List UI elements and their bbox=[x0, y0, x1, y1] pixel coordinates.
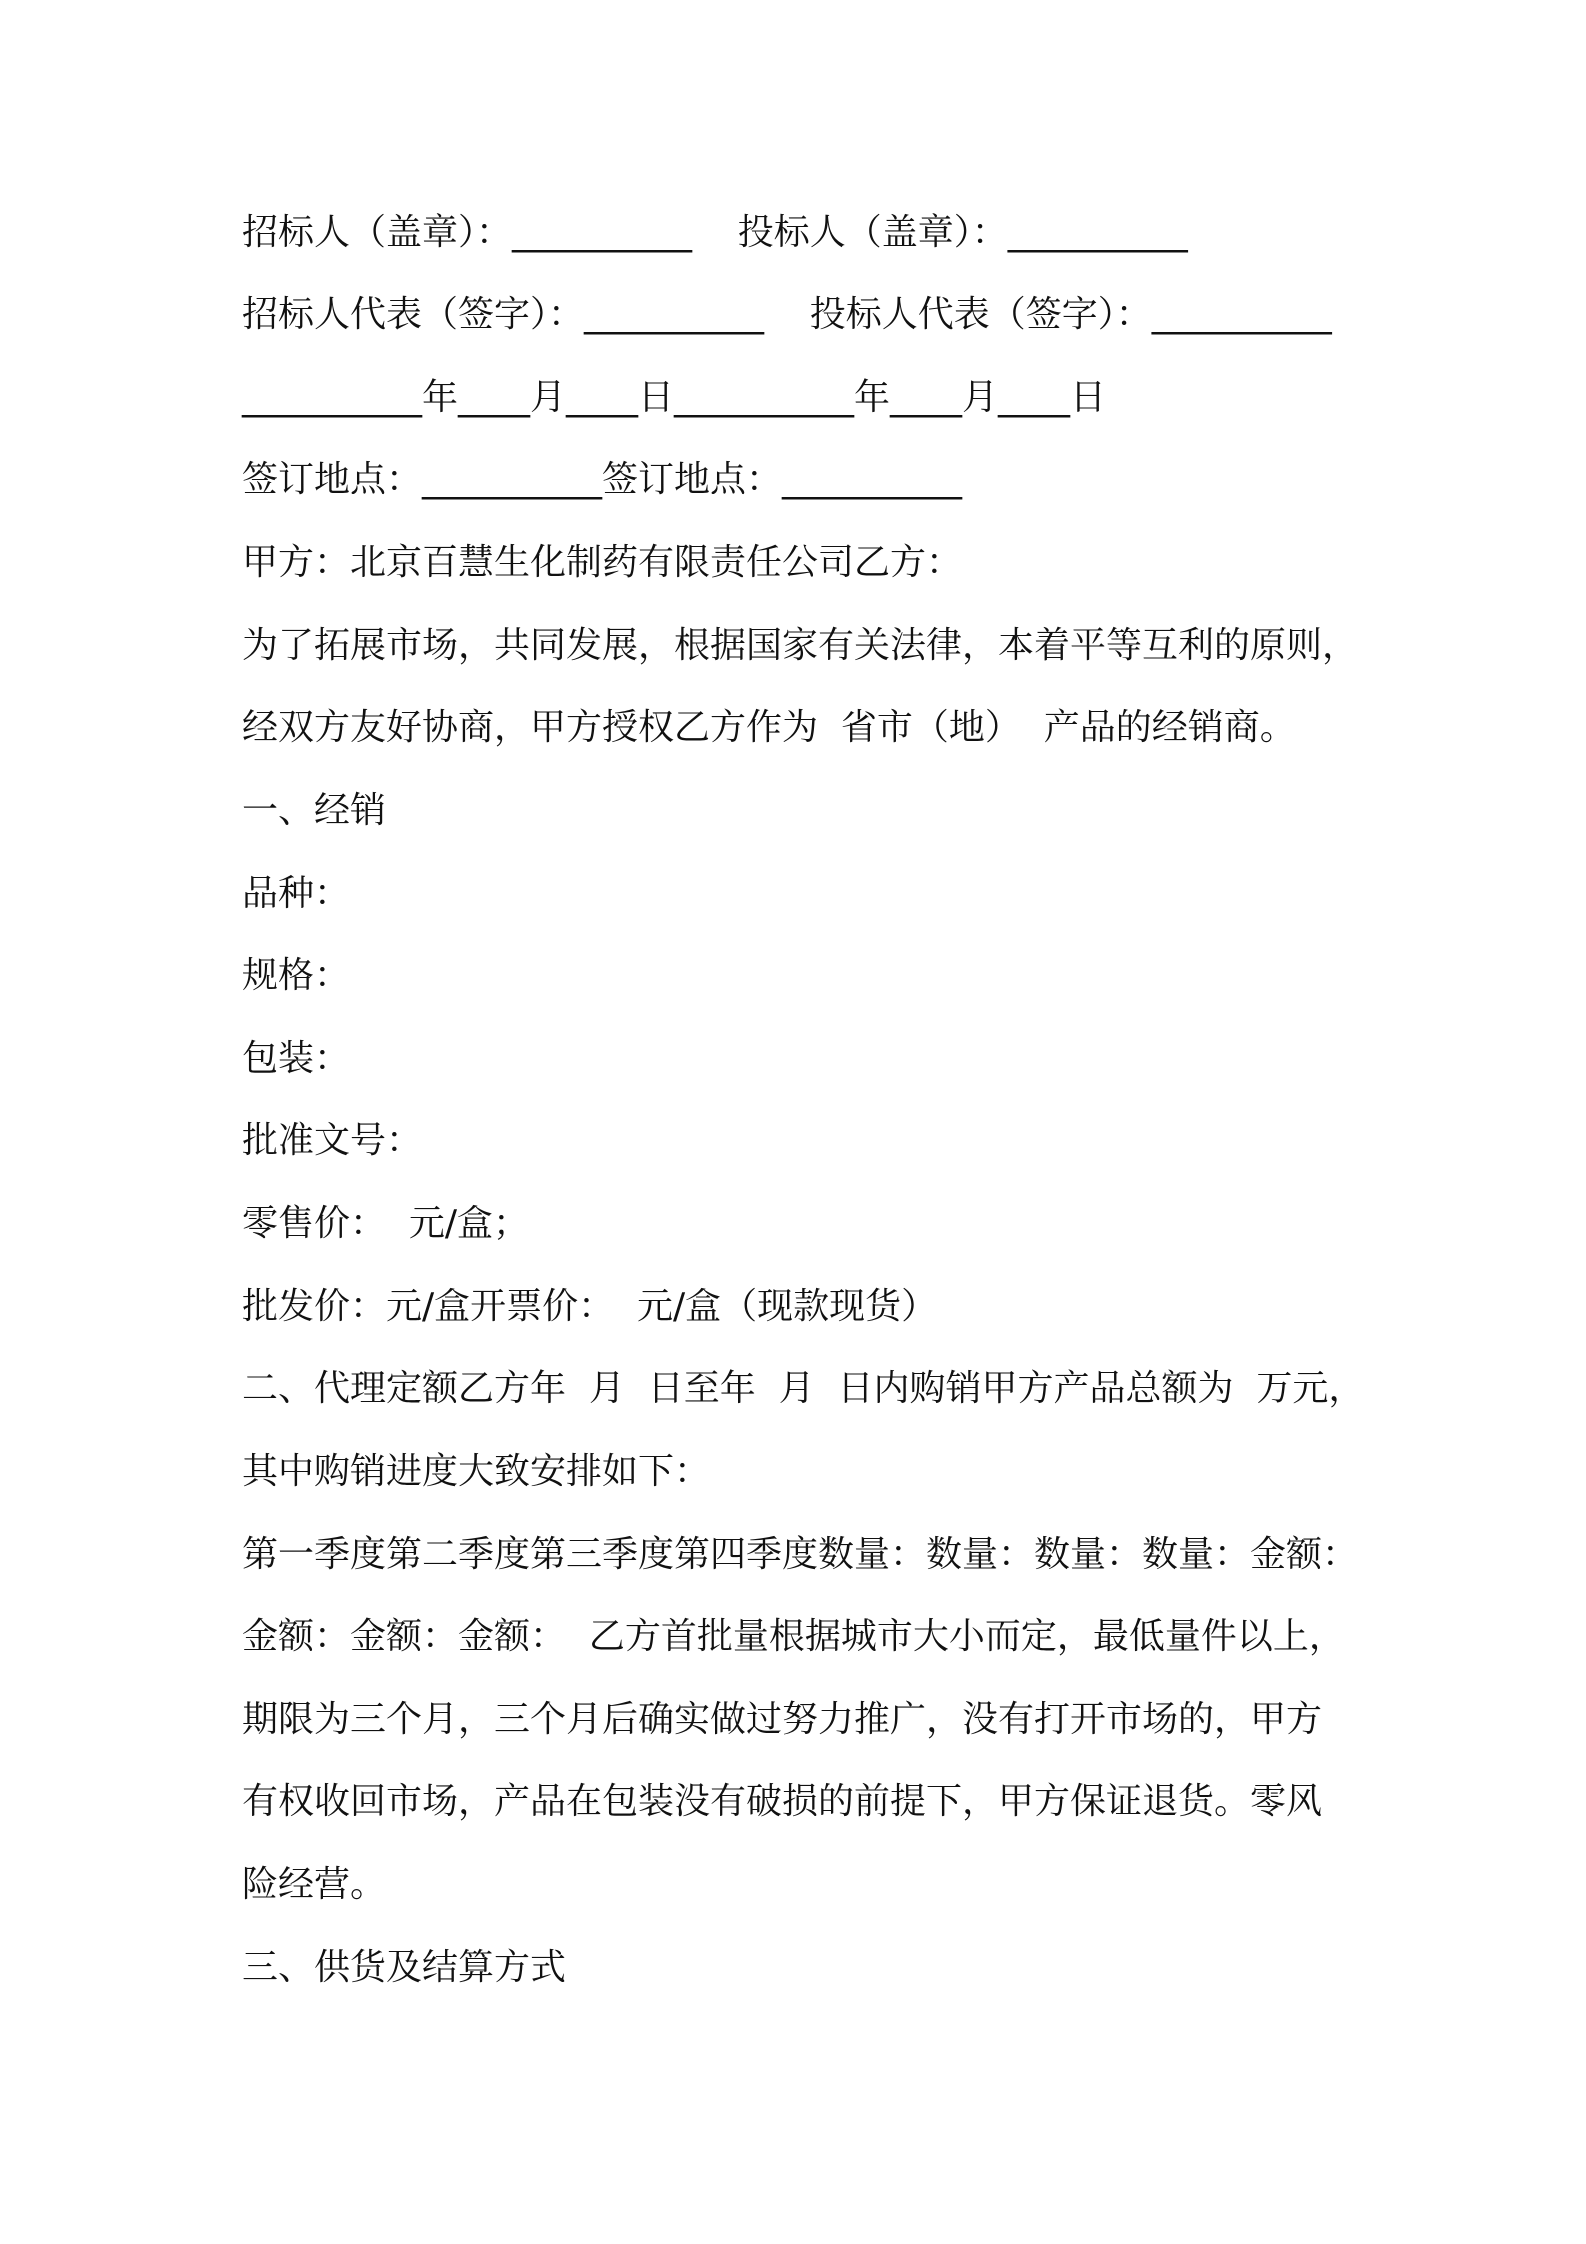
field-retail-price: 零售价： 元/盒； bbox=[242, 1203, 530, 1244]
signature-line-date: __________年____月____日__________年____月____日 bbox=[242, 377, 1106, 418]
field-approval-number: 批准文号： bbox=[242, 1120, 423, 1161]
parties-line: 甲方：北京百慧生化制药有限责任公司乙方： bbox=[242, 542, 963, 583]
quota-paragraph-line-1: 其中购销进度大致安排如下： bbox=[242, 1451, 711, 1492]
signature-line-seal: 招标人（盖章）：__________ 投标人（盖章）：__________ bbox=[242, 212, 1188, 253]
intro-paragraph-line-1: 为了拓展市场，共同发展，根据国家有关法律，本着平等互利的原则， bbox=[242, 625, 1359, 666]
quota-paragraph-line-4: 期限为三个月，三个月后确实做过努力推广，没有打开市场的，甲方 bbox=[242, 1699, 1323, 1740]
quota-paragraph-line-2: 第一季度第二季度第三季度第四季度数量：数量：数量：数量：金额： bbox=[242, 1534, 1359, 1575]
field-specification: 规格： bbox=[242, 955, 351, 996]
quota-paragraph-line-3: 金额：金额：金额： 乙方首批量根据城市大小而定，最低量件以上， bbox=[242, 1616, 1345, 1657]
signature-line-representative: 招标人代表（签字）：__________ 投标人代表（签字）：__________ bbox=[242, 294, 1332, 335]
section-heading-distribution: 一、经销 bbox=[242, 790, 387, 831]
field-variety: 品种： bbox=[242, 873, 351, 914]
section-heading-supply: 三、供货及结算方式 bbox=[242, 1947, 567, 1988]
signature-line-place: 签订地点：__________签订地点：__________ bbox=[242, 459, 963, 500]
section-heading-quota: 二、代理定额乙方年 月 日至年 月 日内购销甲方产品总额为 万元， bbox=[242, 1368, 1365, 1409]
intro-paragraph-line-2: 经双方友好协商，甲方授权乙方作为 省市（地） 产品的经销商。 bbox=[242, 707, 1296, 748]
quota-paragraph-line-6: 险经营。 bbox=[242, 1864, 387, 1905]
quota-paragraph-line-5: 有权收回市场，产品在包装没有破损的前提下，甲方保证退货。零风 bbox=[242, 1781, 1323, 1822]
field-wholesale-price: 批发价：元/盒开票价： 元/盒（现款现货） bbox=[242, 1286, 938, 1327]
field-packaging: 包装： bbox=[242, 1038, 351, 1079]
